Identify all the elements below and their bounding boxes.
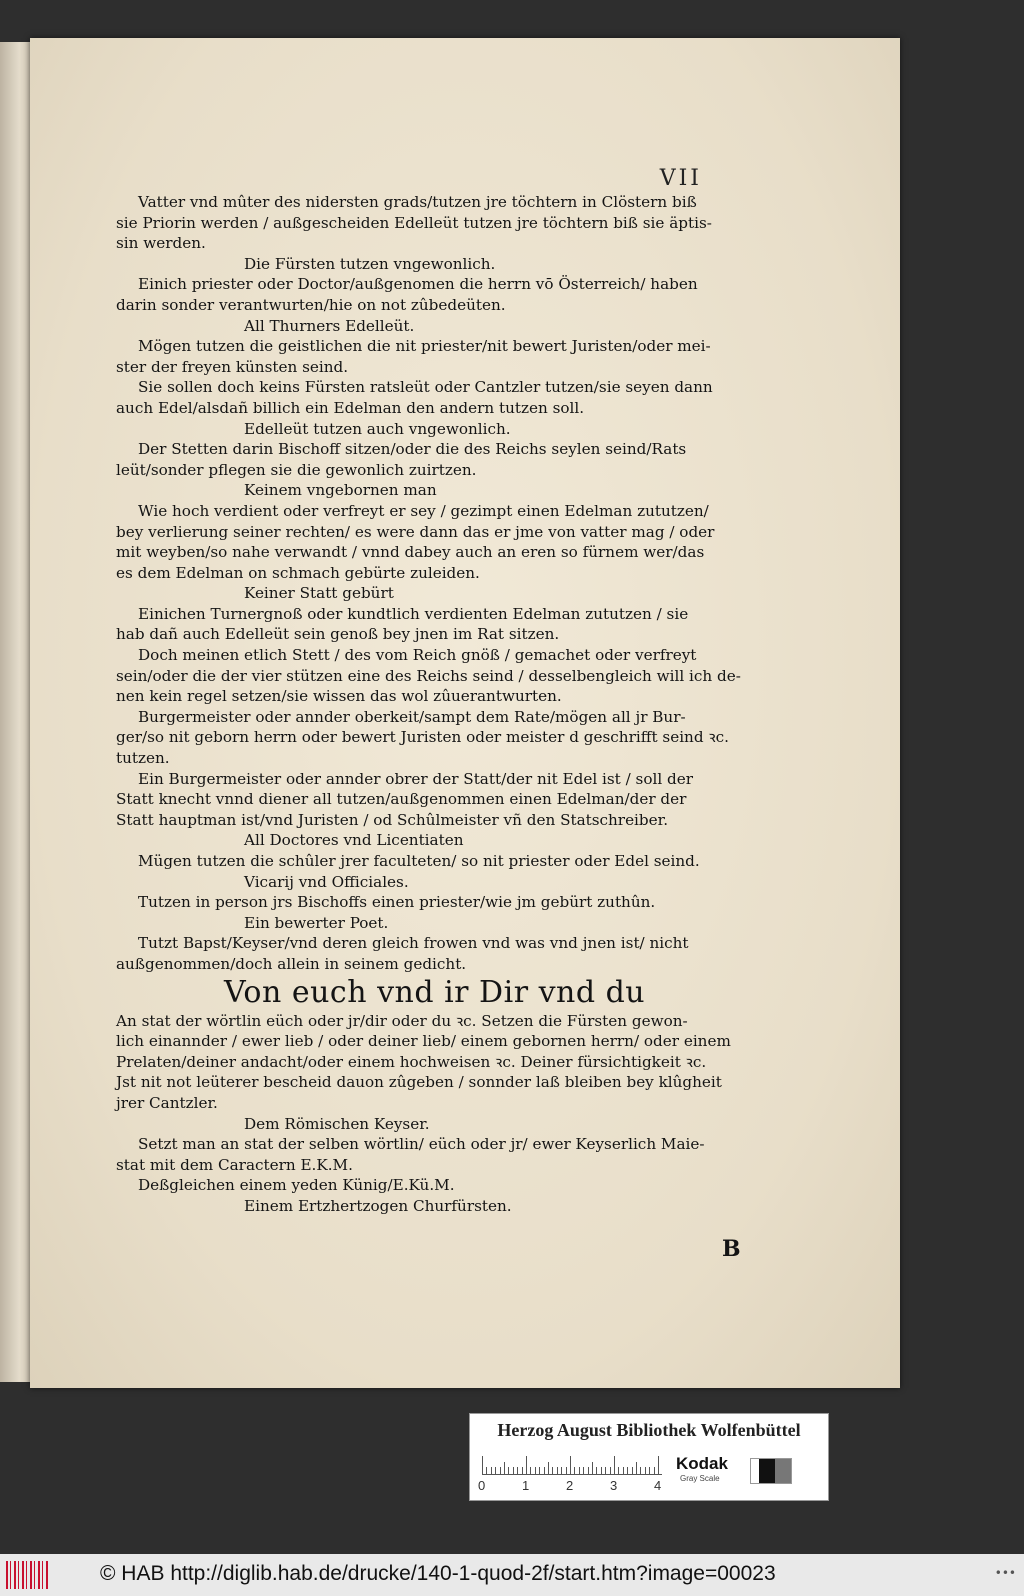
scale-number: 0 [478,1478,486,1493]
ruler-tick [640,1467,641,1474]
ruler-tick [605,1467,606,1474]
ruler-tick [596,1467,597,1474]
text-line: es dem Edelman on schmach gebürte zuleiden. [116,563,480,582]
ruler-tick [522,1467,523,1474]
ruler-tick [654,1467,655,1474]
text-line: Von euch vnd ir Dir vnd du [224,974,646,1010]
more-icon[interactable]: ••• [994,1566,1016,1580]
text-line: Die Fürsten tutzen vngewonlich. [244,254,496,273]
text-line: tutzen. [116,749,170,768]
ruler-tick [517,1467,518,1474]
ruler-tick [658,1456,659,1474]
text-line: bey verlierung seiner rechten/ es were dann das er jme von vatter mag / oder [116,522,715,541]
ruler-tick [561,1467,562,1474]
text-line: Dem Römischen Keyser. [244,1114,430,1133]
ruler-tick [570,1456,571,1474]
page-text-block [116,192,792,1217]
text-line: jrer Cantzler. [116,1093,218,1112]
ruler-tick [566,1467,567,1474]
ruler-tick [513,1467,514,1474]
ruler-tick [610,1467,611,1474]
text-line: Keiner Statt gebürt [244,584,394,603]
scale-number: 2 [566,1478,574,1493]
ruler-tick [495,1467,496,1474]
text-line: Mögen tutzen die geistlichen die nit priester/nit bewert Juristen/oder mei- [138,337,711,356]
ruler-tick [592,1462,593,1474]
text-line: Sie sollen doch keins Fürsten ratsleüt oder Cantzler tutzen/sie seyen dann [138,378,713,397]
text-line: sein/oder die der vier stützen eine des Reichs seind / desselbengleich will ich de- [116,666,741,685]
target-title: Herzog August Bibliothek Wolfenbüttel [497,1420,801,1440]
ruler-tick [500,1467,501,1474]
ruler-tick [544,1467,545,1474]
text-line: stat mit dem Caractern E.K.M. [116,1155,353,1174]
ruler-tick [579,1467,580,1474]
text-line: Keinem vngebornen man [244,481,437,500]
text-line: Einichen Turnergnoß oder kundtlich verdienten Edelman zututzen / sie [138,604,689,623]
text-line: lich einannder / ewer lieb / oder deiner lieb/ einem gebornen herrn/ oder einem [116,1032,731,1051]
scale-number: 1 [522,1478,530,1493]
text-line: Statt knecht vnnd diener all tutzen/außgenommen einen Edelman/der der [116,790,687,809]
text-line: Prelaten/deiner andacht/oder einem hochweisen ꝛc. Deiner fürsichtigkeit ꝛc. [116,1052,707,1071]
text-line: All Thurners Edelleüt. [244,316,415,335]
text-line: ger/so nit geborn herrn oder bewert Juristen oder meister d geschrifft seind ꝛc. [116,728,729,747]
text-line: Mügen tutzen die schûler jrer faculteten/ so nit priester oder Edel seind. [138,852,700,870]
folio-number: VII [659,166,702,191]
text-line: Edelleüt tutzen auch vngewonlich. [244,419,511,438]
scale-number: 4 [654,1478,662,1493]
ruler-tick [583,1467,584,1474]
text-line: nen kein regel setzen/sie wissen das wol zûuerantwurten. [116,687,562,706]
text-line: Der Stetten darin Bischoff sitzen/oder die des Reichs seylen seind/Rats [138,440,687,459]
text-line: Ein Burgermeister oder annder obrer der Statt/der nit Edel ist / soll der [138,769,694,788]
text-line: All Doctores vnd Licentiaten [244,831,464,850]
text-line: Setzt man an stat der selben wörtlin/ eüch oder jr/ ewer Keyserlich Maie- [138,1135,705,1154]
text-line: Tutzen in person jrs Bischoffs einen priester/wie jm gebürt zuthûn. [138,893,656,912]
ruler-tick [535,1467,536,1474]
kodak-logo: Kodak [676,1454,728,1473]
text-line: darin sonder verantwurten/hie on not zûbedeüten. [116,295,506,314]
text-line: sie Priorin werden / außgescheiden Edelleüt tutzen jre töchtern biß sie äptis- [116,213,712,232]
ruler-tick [539,1467,540,1474]
text-line: An stat der wörtlin eüch oder jr/dir oder du ꝛc. Setzen die Fürsten gewon- [116,1011,688,1030]
text-line: leüt/sonder pflegen sie die gewonlich zuirtzen. [116,460,477,479]
ruler-tick [632,1467,633,1474]
text-line: Einich priester oder Doctor/außgenomen die herrn vō Österreich/ haben [138,275,698,294]
ruler-tick [601,1467,602,1474]
text-line: ster der freyen künsten seind. [116,357,349,376]
ruler-tick [557,1467,558,1474]
text-line: Ein bewerter Poet. [244,913,389,932]
scale-ruler [482,1456,662,1475]
ruler-tick [526,1456,527,1474]
ruler-tick [623,1467,624,1474]
ruler-tick [614,1456,615,1474]
facing-page-edge [0,42,32,1382]
text-line: Einem Ertzhertzogen Churfürsten. [244,1196,512,1215]
text-line: Vicarij vnd Officiales. [244,872,409,891]
ruler-tick [588,1467,589,1474]
footer-bar [0,1554,1024,1596]
ruler-tick [627,1467,628,1474]
ruler-tick [548,1462,549,1474]
ruler-tick [486,1467,487,1474]
hab-barcode-logo-icon [6,1561,48,1589]
text-line: Wie hoch verdient oder verfreyt er sey / gezimpt einen Edelman zututzen/ [138,501,709,520]
ruler-tick [530,1467,531,1474]
text-line: Statt hauptman ist/vnd Juristen / od Schûlmeister vñ den Statschreiber. [116,810,669,829]
text-line: Vatter vnd mûter des nidersten grads/tutzen jre töchtern in Clöstern biß [138,193,697,211]
text-line: außgenommen/doch allein in seinem gedicht. [116,954,467,973]
ruler-tick [636,1462,637,1474]
text-line: Deßgleichen einem yeden Künig/E.Kü.M. [138,1176,455,1195]
gray-scale-label: Gray Scale [680,1474,720,1483]
ruler-tick [504,1462,505,1474]
text-line: auch Edel/alsdañ billich ein Edelman den andern tutzen soll. [116,398,585,417]
text-line: Burgermeister oder annder oberkeit/sampt dem Rate/mögen all jr Bur- [138,707,686,726]
text-line: Tutzt Bapst/Keyser/vnd deren gleich frowen vnd was vnd jnen ist/ nicht [138,934,689,953]
text-line: Doch meinen etlich Stett / des vom Reich gnöß / gemachet oder verfreyt [138,646,697,665]
text-line: hab dañ auch Edelleüt sein genoß bey jnen im Rat sitzen. [116,625,560,644]
book-page [30,38,900,1388]
ruler-tick [482,1456,483,1474]
ruler-tick [645,1467,646,1474]
footer-copyright-link[interactable]: © HAB http://diglib.hab.de/drucke/140-1-quod-2f/start.htm?image=00023 [100,1562,776,1585]
text-line: Jst nit not leüterer bescheid dauon zûgeben / sonnder laß bleiben bey klûgheit [116,1073,722,1092]
scale-number: 3 [610,1478,618,1493]
text-line: mit weyben/so nahe verwandt / vnnd dabey auch an eren so fürnem wer/das [116,543,705,562]
text-line: sin werden. [116,234,206,253]
color-target [469,1413,829,1501]
ruler-tick [574,1467,575,1474]
ruler-tick [618,1467,619,1474]
ruler-tick [552,1467,553,1474]
ruler-tick [508,1467,509,1474]
ruler-tick [491,1467,492,1474]
signature-mark: B [722,1236,741,1262]
gray-swatch [750,1458,792,1484]
ruler-tick [649,1467,650,1474]
